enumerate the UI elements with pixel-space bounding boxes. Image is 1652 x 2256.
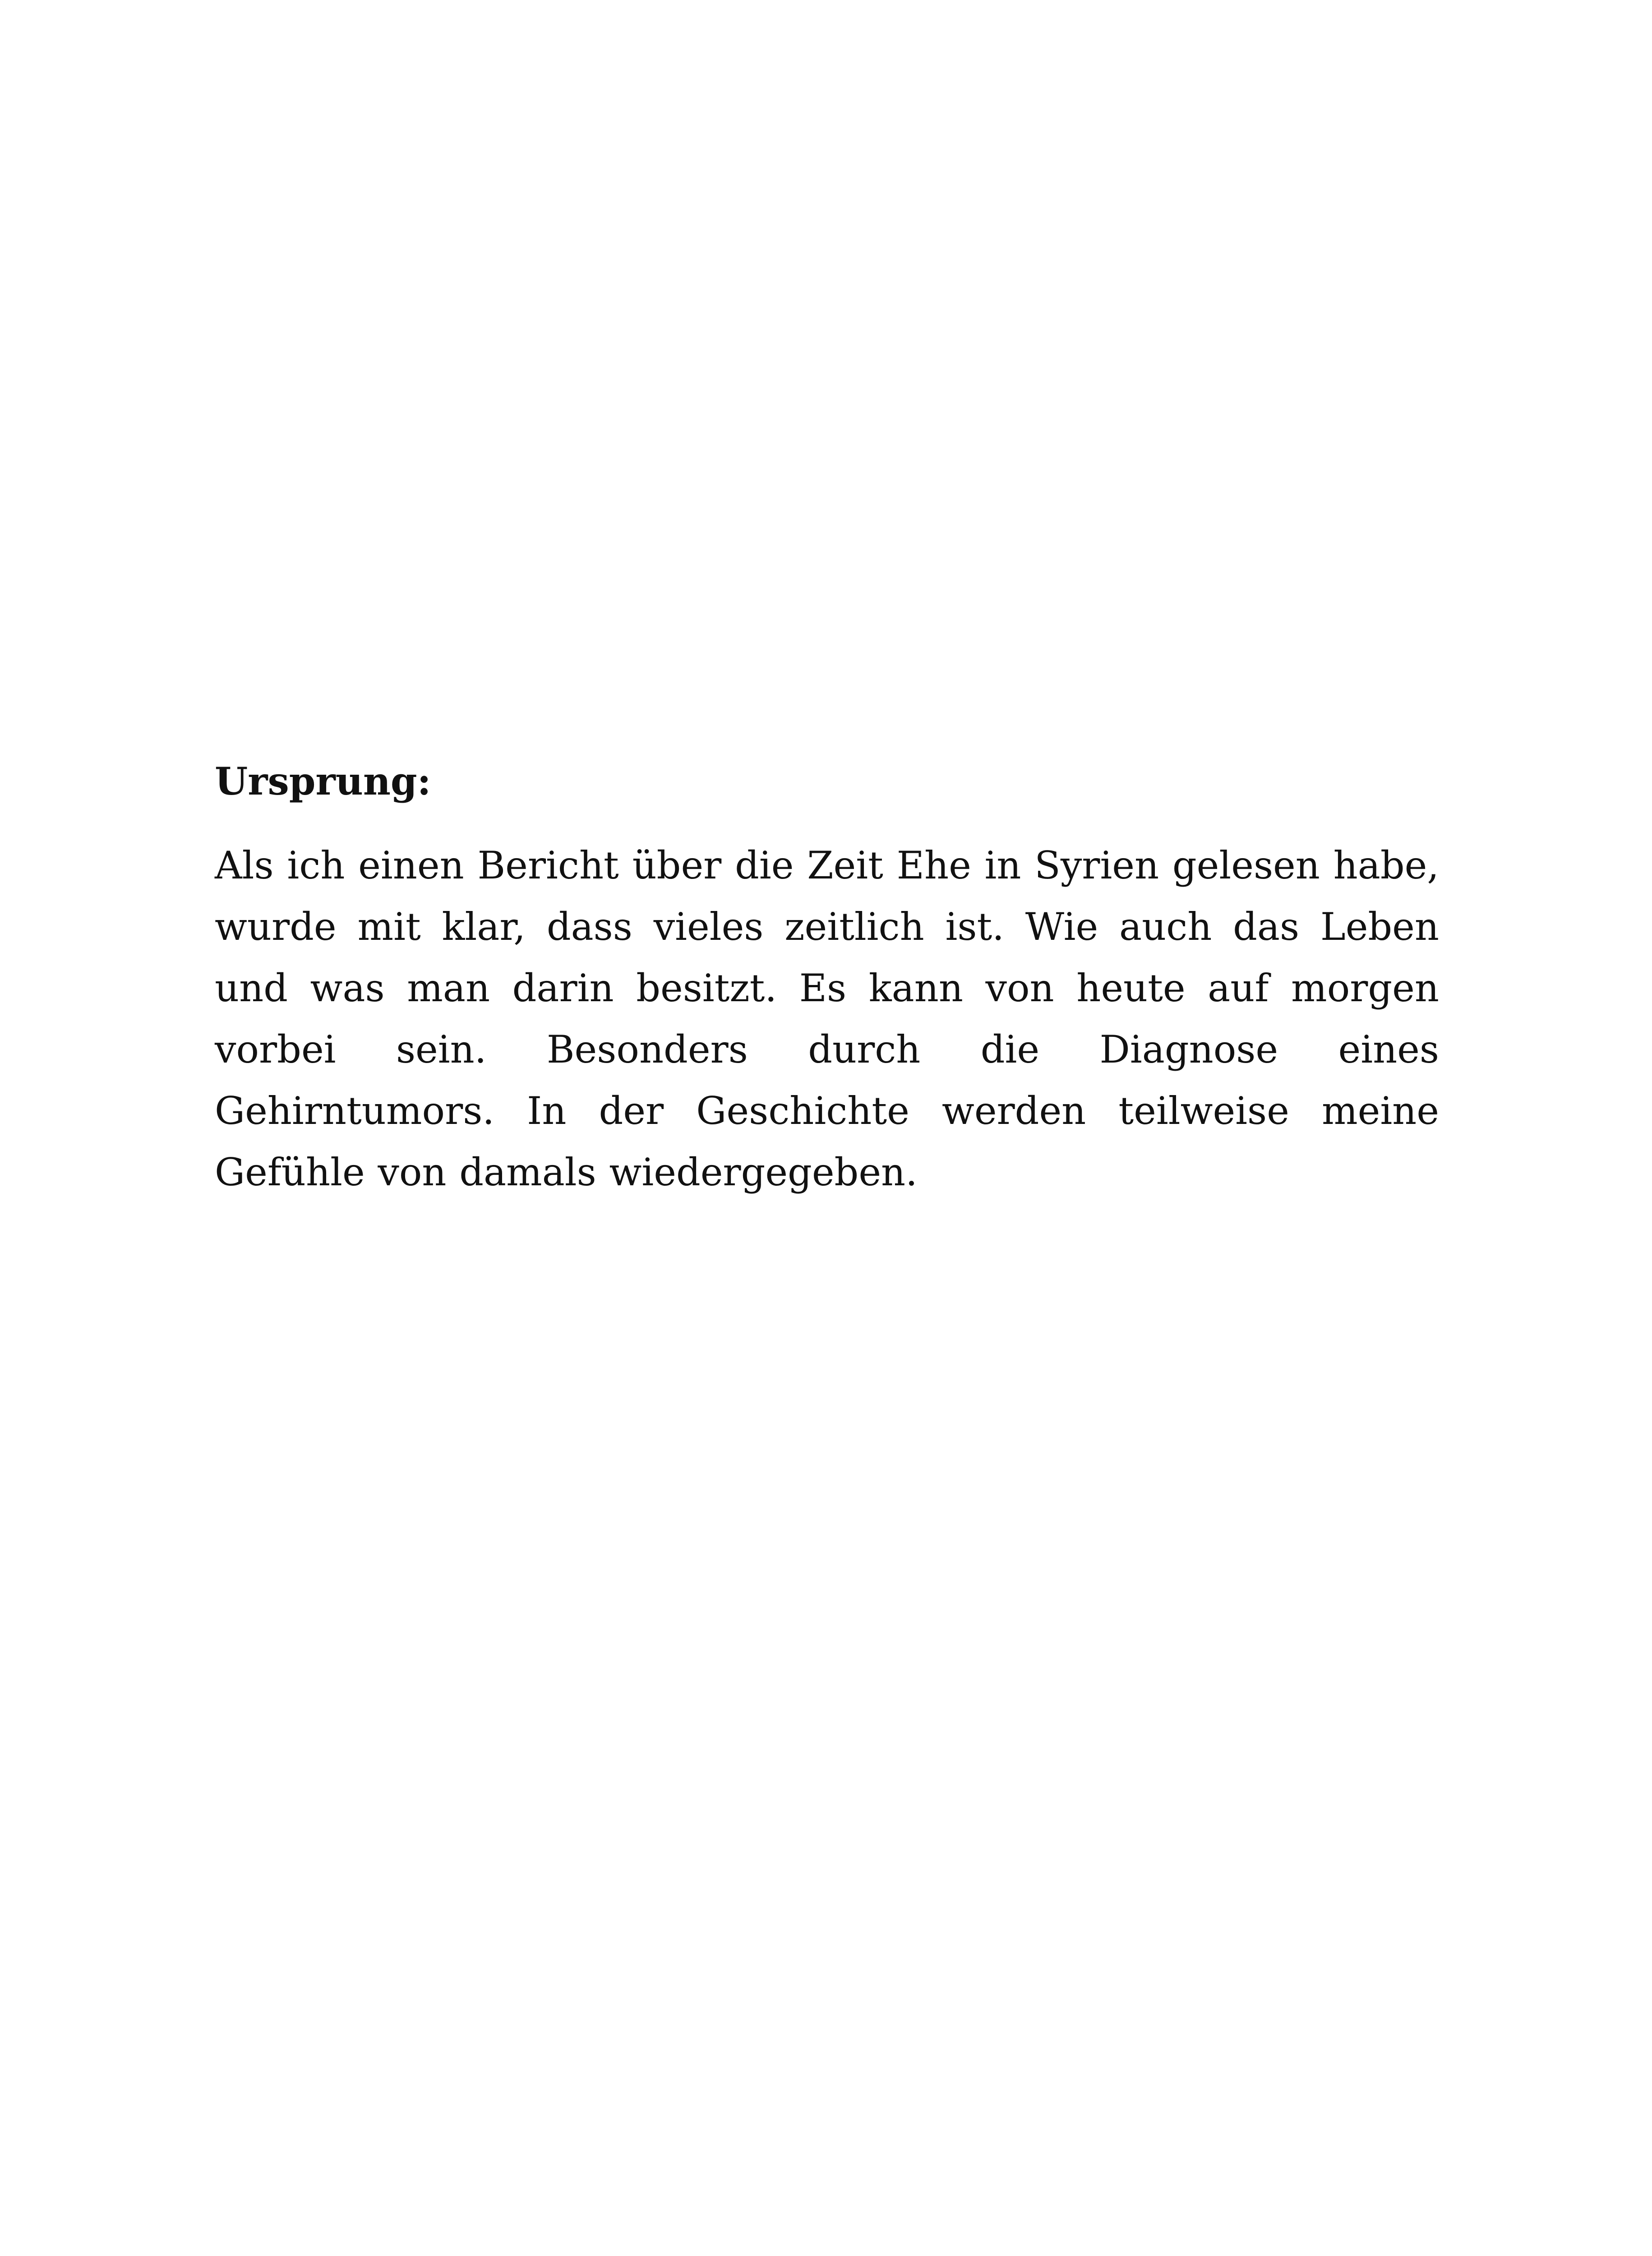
text-block: [215, 754, 1439, 1203]
paragraph-line: wurde mit klar, dass vieles zeitlich ist. Wie auch das Leben: [215, 905, 1439, 949]
paragraph-line: vorbei sein. Besonders durch die Diagnose eines: [215, 1027, 1439, 1072]
paragraph-line: und was man darin besitzt. Es kann von heute auf morgen: [215, 966, 1439, 1010]
paragraph-line: Gehirntumors. In der Geschichte werden teilweise meine: [215, 1089, 1439, 1133]
body-paragraph: [215, 835, 1439, 1203]
paragraph-line: Als ich einen Bericht über die Zeit Ehe in Syrien gelesen habe,: [215, 843, 1439, 888]
section-heading: Ursprung:: [215, 759, 431, 804]
paragraph-line: Gefühle von damals wiedergegeben.: [215, 1150, 918, 1194]
